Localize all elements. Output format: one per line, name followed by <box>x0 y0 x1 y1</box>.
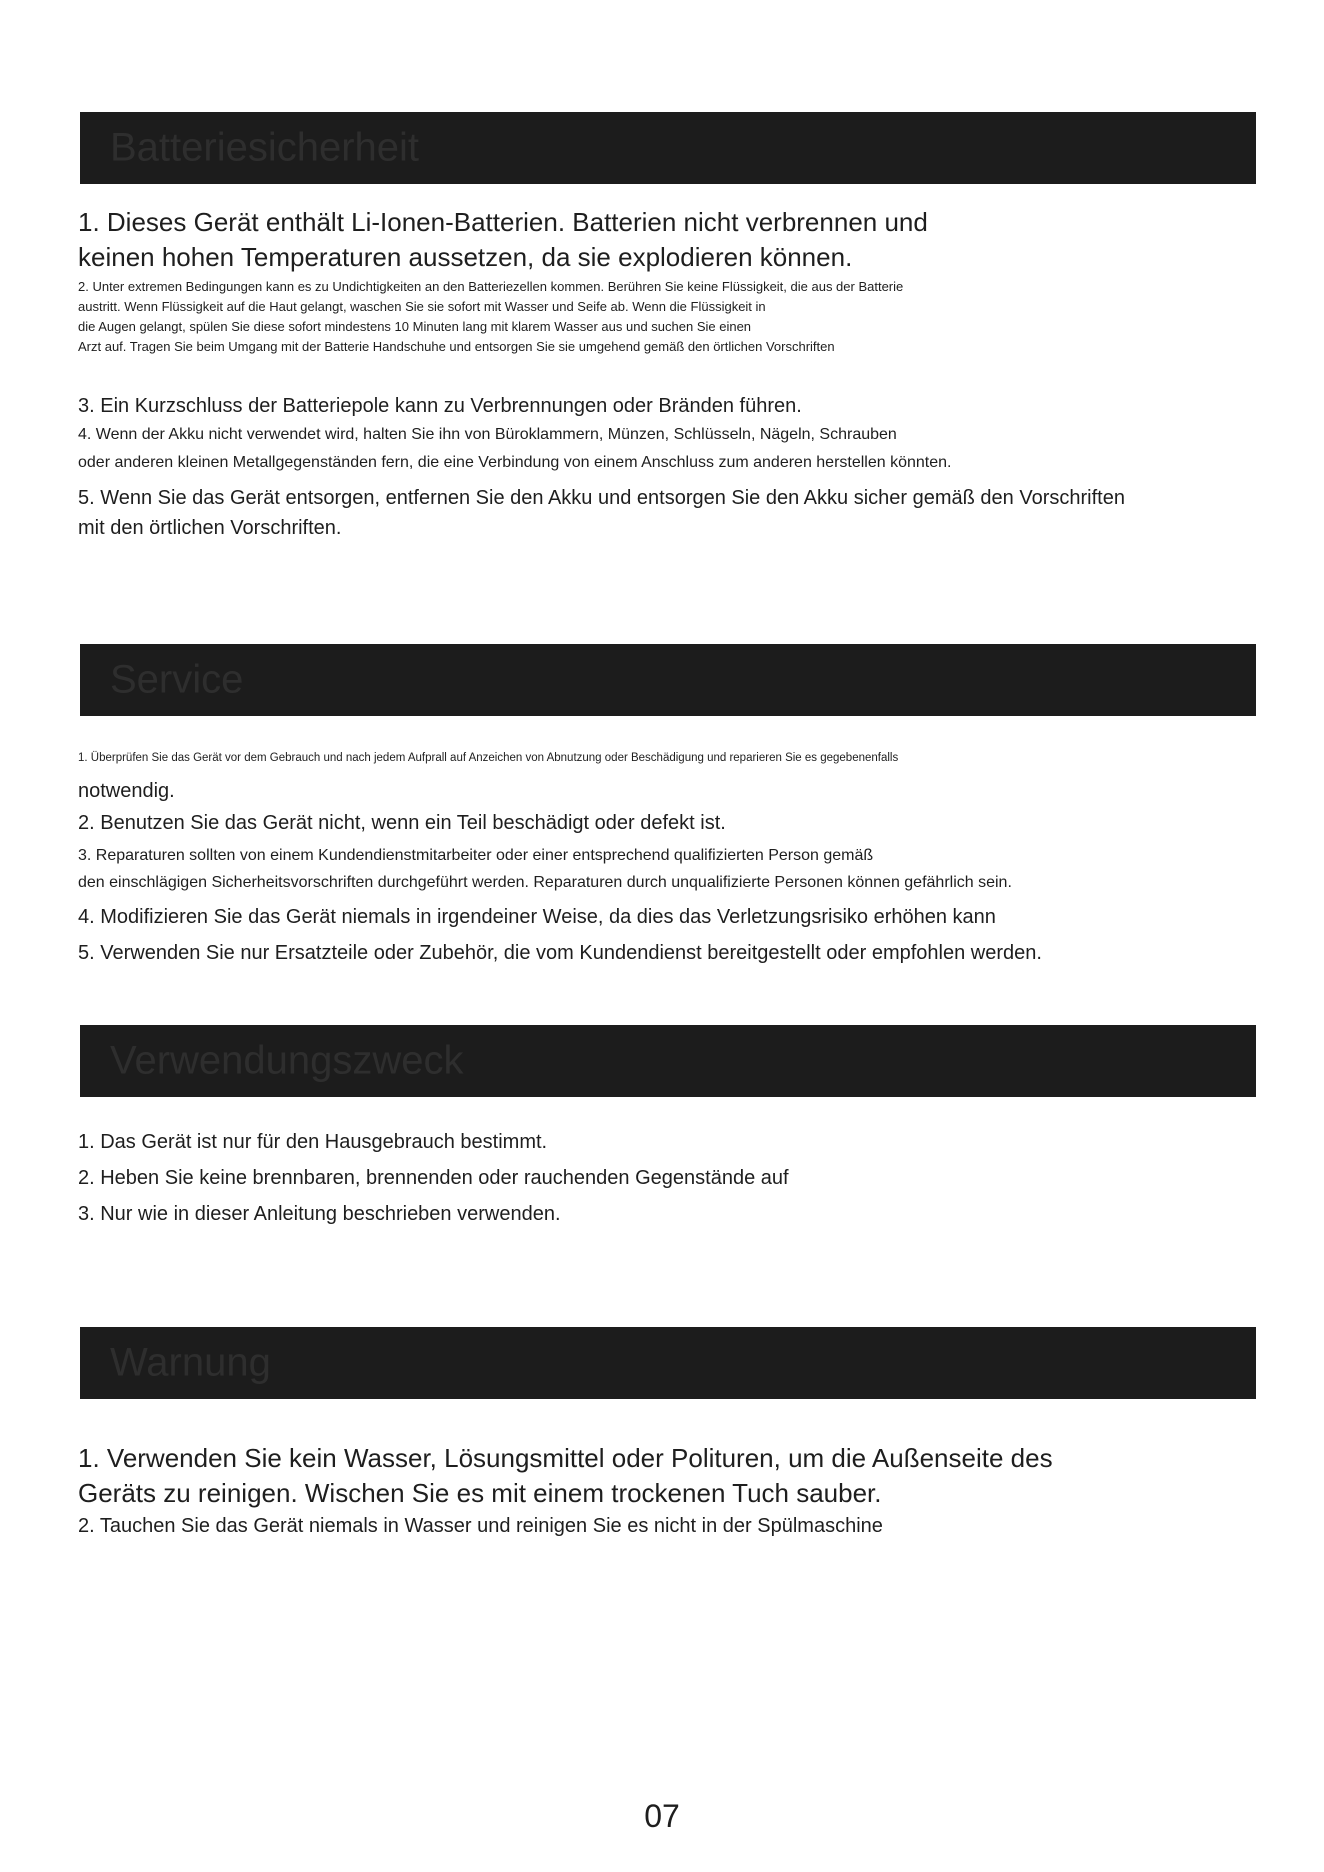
body-line: Arzt auf. Tragen Sie beim Umgang mit der Batterie Handschuhe und entsorgen Sie sie umgehend gemäß den örtlichen Vorschriften <box>78 339 835 354</box>
body-line: die Augen gelangt, spülen Sie diese sofort mindestens 10 Minuten lang mit klarem Wasser aus und suchen Sie einen <box>78 319 752 334</box>
body-line: keinen hohen Temperaturen aussetzen, da sie explodieren können. <box>78 242 853 272</box>
body-line: 3. Nur wie in dieser Anleitung beschrieben verwenden. <box>78 1203 561 1225</box>
body-line: 2. Tauchen Sie das Gerät niemals in Wasser und reinigen Sie es nicht in der Spülmaschine <box>78 1515 883 1537</box>
section-body-service <box>78 748 1318 968</box>
section-title: Service <box>110 657 244 702</box>
body-line: mit den örtlichen Vorschriften. <box>78 517 342 539</box>
section-title: Verwendungszweck <box>110 1038 464 1083</box>
section-body-battery-safety <box>78 205 1318 543</box>
body-line: 4. Wenn der Akku nicht verwendet wird, halten Sie ihn von Büroklammern, Münzen, Schlüsseln, Nägeln, Schrauben <box>78 426 897 443</box>
section-body-warning <box>78 1441 1318 1541</box>
body-line: 1. Verwenden Sie kein Wasser, Lösungsmittel oder Polituren, um die Außenseite des <box>78 1443 1053 1473</box>
body-line: 1. Überprüfen Sie das Gerät vor dem Gebrauch und nach jedem Aufprall auf Anzeichen von Abnutzung oder Beschädigung und reparieren Sie es gegebenenfalls <box>78 752 899 764</box>
body-line: 3. Reparaturen sollten von einem Kundendienstmitarbeiter oder einer entsprechend qualifizierten Person gemäß <box>78 847 874 864</box>
body-line: 2. Benutzen Sie das Gerät nicht, wenn ein Teil beschädigt oder defekt ist. <box>78 812 726 834</box>
page-number: 07 <box>644 1798 680 1834</box>
section-header-battery-safety <box>80 112 1256 184</box>
body-line: den einschlägigen Sicherheitsvorschriften durchgeführt werden. Reparaturen durch unqualifizierte Personen können gefährlich sein. <box>78 874 1012 891</box>
section-title: Batteriesicherheit <box>110 125 420 170</box>
body-line: 3. Ein Kurzschluss der Batteriepole kann zu Verbrennungen oder Bränden führen. <box>78 395 802 417</box>
body-line: 4. Modifizieren Sie das Gerät niemals in irgendeiner Weise, da dies das Verletzungsrisiko erhöhen kann <box>78 906 996 928</box>
body-line: 5. Wenn Sie das Gerät entsorgen, entfernen Sie den Akku und entsorgen Sie den Akku sicher gemäß den Vorschriften <box>78 487 1125 509</box>
body-line: 5. Verwenden Sie nur Ersatzteile oder Zubehör, die vom Kundendienst bereitgestellt oder empfohlen werden. <box>78 942 1042 964</box>
section-header-service <box>80 644 1256 716</box>
section-header-warning <box>80 1327 1256 1399</box>
section-body-intended-use <box>78 1127 1318 1229</box>
body-line: 1. Dieses Gerät enthält Li-Ionen-Batterien. Batterien nicht verbrennen und <box>78 207 928 237</box>
body-line: notwendig. <box>78 780 175 802</box>
section-title: Warnung <box>110 1340 271 1385</box>
section-header-intended-use <box>80 1025 1256 1097</box>
body-line: Geräts zu reinigen. Wischen Sie es mit einem trockenen Tuch sauber. <box>78 1478 882 1508</box>
body-line: 2. Heben Sie keine brennbaren, brennenden oder rauchenden Gegenstände auf <box>78 1167 789 1189</box>
body-line: 2. Unter extremen Bedingungen kann es zu Undichtigkeiten an den Batteriezellen kommen. Berühren Sie keine Flüssigkeit, die aus der Batterie <box>78 279 904 294</box>
body-line: 1. Das Gerät ist nur für den Hausgebrauch bestimmt. <box>78 1131 548 1153</box>
body-line: austritt. Wenn Flüssigkeit auf die Haut gelangt, waschen Sie sie sofort mit Wasser und Seife ab. Wenn die Flüssigkeit in <box>78 299 766 314</box>
body-line: oder anderen kleinen Metallgegenständen fern, die eine Verbindung von einem Anschluss zum anderen herstellen könnten. <box>78 454 952 471</box>
